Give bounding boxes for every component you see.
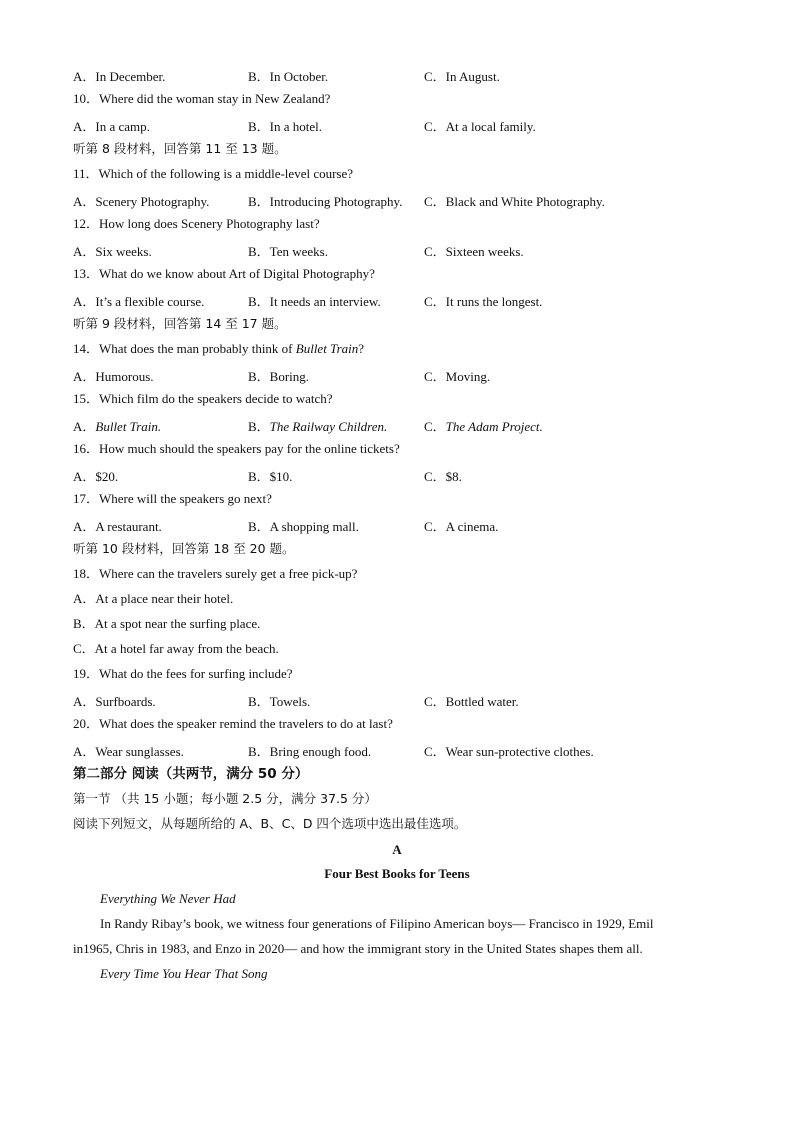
option-prefix: A． [73,419,96,434]
option-b[interactable]: B．$10. [248,469,293,484]
passage-title: Four Best Books for Teens [324,866,470,881]
option-b[interactable]: B．It needs an interview. [248,294,381,309]
option-c[interactable]: C．A cinema. [424,519,499,534]
option-a[interactable]: A．In December. [73,69,166,84]
option-b[interactable]: B．In October. [248,69,329,84]
option-c[interactable]: C．Sixteen weeks. [424,244,524,259]
option-c[interactable]: C．It runs the longest. [424,294,543,309]
option-b[interactable]: B．Bring enough food. [248,744,372,759]
option-a[interactable]: A．Surfboards. [73,694,156,709]
question-18-option-a[interactable]: A．At a place near their hotel. [73,591,234,606]
option-c[interactable]: C．At a local family. [424,119,536,134]
question-18-option-b[interactable]: B．At a spot near the surfing place. [73,616,261,631]
question-9-options [73,66,723,82]
film-title: The Adam Project. [445,419,543,434]
question-14-options [73,366,723,382]
book-1-paragraph-line-2: in1965, Chris in 1983, and Enzo in 2020— and how the immigrant story in the United States shapes them all. [73,941,643,956]
question-10-stem: 10．Where did the woman stay in New Zealand? [73,91,331,106]
option-a[interactable]: A．Wear sunglasses. [73,744,184,759]
section-10-instruction: 听第 10 段材料，回答第 18 至 20 题。 [73,541,295,556]
question-15-stem: 15．Which film do the speakers decide to watch? [73,391,333,406]
question-15-options [73,416,723,432]
option-a[interactable]: A．Humorous. [73,369,154,384]
option-prefix: C． [424,419,446,434]
section-1-heading: 第一节 （共 15 小题；每小题 2.5 分，满分 37.5 分） [73,791,377,806]
film-title: Bullet Train. [95,419,162,434]
question-17-stem: 17．Where will the speakers go next? [73,491,272,506]
film-title: The Railway Children. [269,419,388,434]
option-b[interactable]: B．In a hotel. [248,119,323,134]
reading-instruction: 阅读下列短文，从每题所给的 A、B、C、D 四个选项中选出最佳选项。 [73,816,467,831]
option-c[interactable]: C．Bottled water. [424,694,519,709]
option-c[interactable]: C．Black and White Photography. [424,194,605,209]
option-b[interactable]: B．A shopping mall. [248,519,359,534]
option-c[interactable] [424,416,543,435]
section-9-instruction: 听第 9 段材料，回答第 14 至 17 题。 [73,316,287,331]
option-a[interactable]: A．$20. [73,469,119,484]
question-13-options [73,291,723,307]
question-17-options [73,516,723,532]
question-14-stem [73,341,364,357]
question-12-stem: 12．How long does Scenery Photography last? [73,216,320,231]
question-11-stem: 11．Which of the following is a middle-level course? [73,166,354,181]
option-a[interactable]: A．In a camp. [73,119,150,134]
question-20-stem: 20．What does the speaker remind the travelers to do at last? [73,716,393,731]
option-b[interactable]: B．Towels. [248,694,311,709]
option-c[interactable]: C．Moving. [424,369,491,384]
part-2-heading: 第二部分 阅读（共两节，满分 50 分） [73,766,309,782]
book-1-title: Everything We Never Had [100,891,236,906]
question-18-stem: 18．Where can the travelers surely get a free pick-up? [73,566,358,581]
option-b[interactable]: B．Ten weeks. [248,244,328,259]
question-18-option-c[interactable]: C．At a hotel far away from the beach. [73,641,279,656]
question-10-options [73,116,723,132]
stem-text: 14．What does the man probably think of [73,341,296,356]
option-a[interactable]: A．It’s a flexible course. [73,294,205,309]
option-a[interactable]: A．Scenery Photography. [73,194,210,209]
option-c[interactable]: C．Wear sun-protective clothes. [424,744,594,759]
question-13-stem: 13．What do we know about Art of Digital Photography? [73,266,375,281]
option-a[interactable]: A．A restaurant. [73,519,162,534]
question-19-stem: 19．What do the fees for surfing include? [73,666,293,681]
option-c[interactable]: C．$8. [424,469,462,484]
option-b[interactable]: B．Introducing Photography. [248,194,403,209]
stem-end: ? [358,341,365,356]
option-c[interactable]: C．In August. [424,69,500,84]
question-19-options [73,691,723,707]
question-16-options [73,466,723,482]
option-a[interactable]: A．Six weeks. [73,244,152,259]
option-prefix: B． [248,419,270,434]
option-b[interactable]: B．Boring. [248,369,310,384]
film-title: Bullet Train [295,341,359,356]
passage-letter: A [392,842,402,857]
book-2-title: Every Time You Hear That Song [100,966,268,981]
section-8-instruction: 听第 8 段材料，回答第 11 至 13 题。 [73,141,287,156]
book-1-paragraph-line-1: In Randy Ribay’s book, we witness four generations of Filipino American boys— Francisco in 1929, Emil [100,916,654,931]
question-20-options [73,741,723,757]
option-a[interactable] [73,416,161,435]
question-16-stem: 16．How much should the speakers pay for the online tickets? [73,441,400,456]
option-b[interactable] [248,416,387,435]
question-12-options [73,241,723,257]
question-11-options [73,191,723,207]
